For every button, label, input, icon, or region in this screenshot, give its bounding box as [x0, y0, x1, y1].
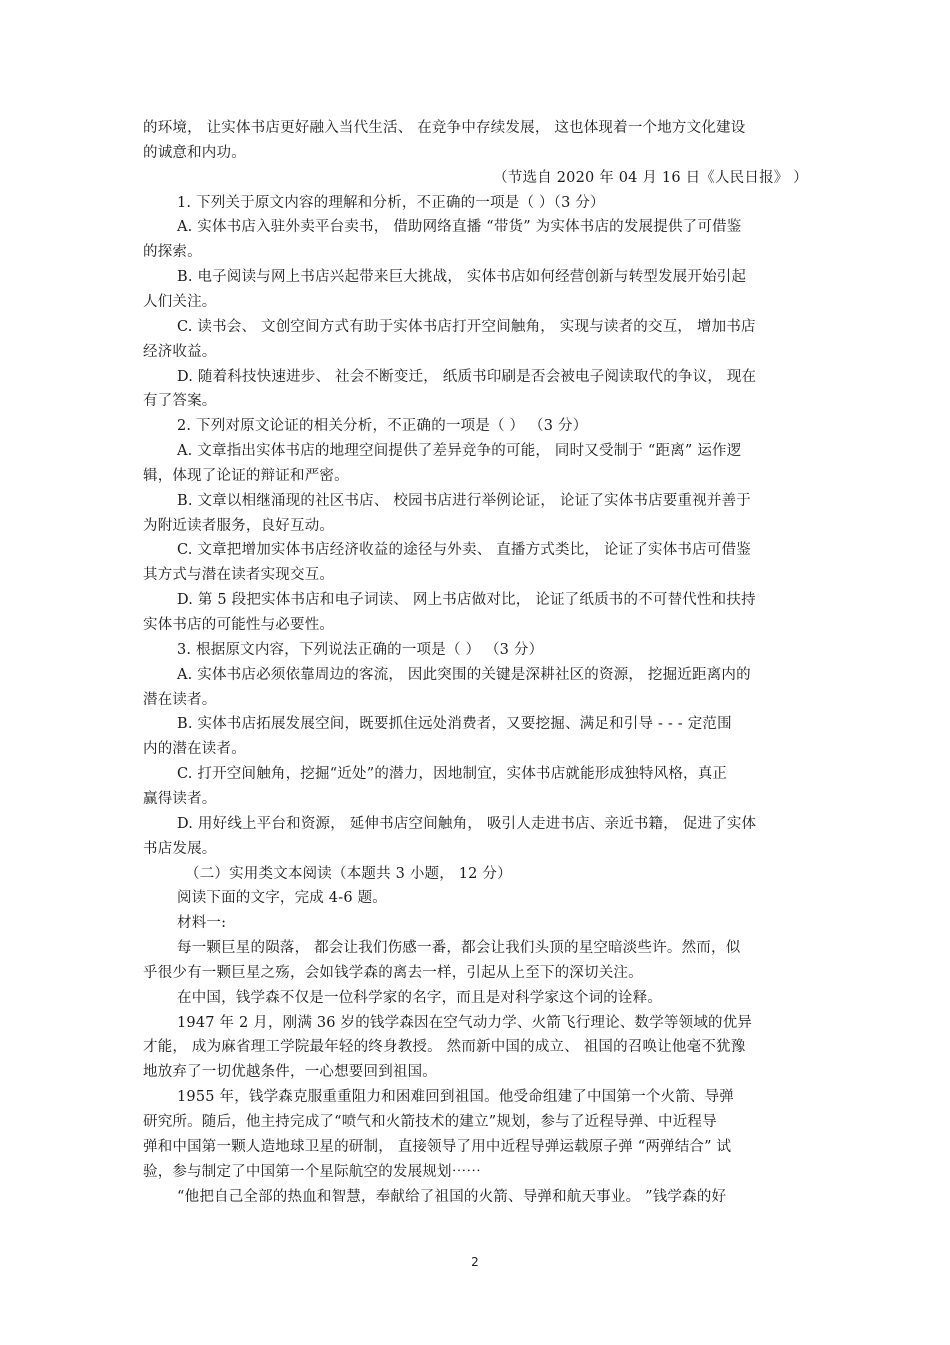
- text-line: 的环境， 让实体书店更好融入当代生活、 在竞争中存续发展， 这也体现着一个地方文化建设: [143, 120, 746, 136]
- text-line: （二）实用类文本阅读（本题共 3 小题， 12 分）: [185, 866, 512, 882]
- text-line: 乎很少有一颗巨星之殇，会如钱学森的离去一样，引起从上至下的深切关注。: [143, 965, 643, 981]
- text-line: D. 随着科技快速进步、 社会不断变迁， 纸质书印刷是否会被电子阅读取代的争议， 现在: [177, 369, 757, 385]
- text-line: 验，参与制定了中国第一个星际航空的发展规划⋯⋯: [143, 1164, 482, 1180]
- text-line: 阅读下面的文字，完成 4-6 题。: [177, 890, 387, 906]
- text-line: 人们关注。: [143, 294, 217, 310]
- text-line: C. 文章把增加实体书店经济收益的途径与外卖、 直播方式类比， 论证了实体书店可借鉴: [177, 542, 751, 558]
- text-line: 地放弃了一切优越条件，一心想要回到祖国。: [143, 1064, 437, 1080]
- text-line: B. 文章以相继涌现的社区书店、 校园书店进行举例论证， 论证了实体书店要重视并善于: [177, 493, 751, 509]
- text-line: A. 实体书店必须依靠周边的客流， 因此突围的关键是深耕社区的资源， 挖掘近距离内的: [177, 667, 751, 683]
- text-line: B. 实体书店拓展发展空间，既要抓住远处消费者，又要挖掘、满足和引导 - - - 定范围: [177, 716, 732, 732]
- text-line: 潜在读者。: [143, 692, 217, 708]
- text-line: 1955 年，钱学森克服重重阻力和困难回到祖国。他受命组建了中国第一个火箭、导弹: [177, 1089, 735, 1105]
- text-line: 经济收益。: [143, 344, 217, 360]
- page-number: 2: [471, 1255, 479, 1269]
- text-line: 其方式与潜在读者实现交互。: [143, 567, 335, 583]
- text-line: D. 用好线上平台和资源， 延伸书店空间触角， 吸引人走进书店、亲近书籍， 促进了实体: [177, 816, 757, 832]
- text-line: 为附近读者服务，良好互动。: [143, 518, 335, 534]
- text-line: 1. 下列关于原文内容的理解和分析，不正确的一项是（ ）（3 分）: [177, 195, 605, 211]
- text-line: A. 文章指出实体书店的地理空间提供了差异竞争的可能， 同时又受制于 “距离” 运作逻: [177, 443, 742, 459]
- text-line: 赢得读者。: [143, 791, 217, 807]
- text-line: 的诚意和内功。: [143, 145, 246, 161]
- text-line: 材料一:: [177, 915, 227, 931]
- text-line: 每一颗巨星的陨落， 都会让我们伤感一番，都会让我们头顶的星空暗淡些许。然而，似: [177, 940, 741, 956]
- text-line: 在中国，钱学森不仅是一位科学家的名字，而且是对科学家这个词的诠释。: [177, 990, 663, 1006]
- text-line: B. 电子阅读与网上书店兴起带来巨大挑战， 实体书店如何经营创新与转型发展开始引起: [177, 269, 747, 285]
- text-line: 实体书店的可能性与必要性。: [143, 617, 335, 633]
- text-line: 有了答案。: [143, 393, 217, 409]
- text-line: 内的潜在读者。: [143, 741, 246, 757]
- text-line: 书店发展。: [143, 841, 217, 857]
- text-line: 2. 下列对原文论证的相关分析，不正确的一项是（ ） （3 分）: [177, 418, 588, 434]
- text-line: A. 实体书店入驻外卖平台卖书， 借助网络直播 “带货” 为实体书店的发展提供了可借鉴: [177, 219, 742, 235]
- text-line: 研究所。随后，他主持完成了“喷气和火箭技术的建立”规划，参与了近程导弹、中近程导: [143, 1114, 717, 1130]
- text-line: 3. 根据原文内容，下列说法正确的一项是（ ） （3 分）: [177, 642, 544, 658]
- text-line: D. 第 5 段把实体书店和电子词读、 网上书店做对比， 论证了纸质书的不可替代性和扶持: [177, 592, 756, 608]
- text-line: 才能， 成为麻省理工学院最年轻的终身教授。 然而新中国的成立、 祖国的召唤让他毫不犹豫: [143, 1039, 746, 1055]
- text-line: 1947 年 2 月，刚满 36 岁的钱学森因在空气动力学、火箭飞行理论、数学等领域的优异: [177, 1015, 753, 1031]
- text-line: 弹和中国第一颗人造地球卫星的研制， 直接领导了用中近程导弹运载原子弹 “两弹结合” 试: [143, 1139, 732, 1155]
- text-line: （节选自 2020 年 04 月 16 日《人民日报》 ）: [493, 170, 808, 186]
- text-line: 辑，体现了论证的辩证和严密。: [143, 468, 349, 484]
- text-line: C. 打开空间触角，挖掘“近处”的潜力，因地制宜，实体书店就能形成独特风格，真正: [177, 766, 728, 782]
- text-line: 的探索。: [143, 244, 202, 260]
- text-line: C. 读书会、 文创空间方式有助于实体书店打开空间触角， 实现与读者的交互， 增加书店: [177, 319, 756, 335]
- text-line: “他把自己全部的热血和智慧，奉献给了祖国的火箭、导弹和航天事业。 ”钱学森的好: [177, 1189, 727, 1205]
